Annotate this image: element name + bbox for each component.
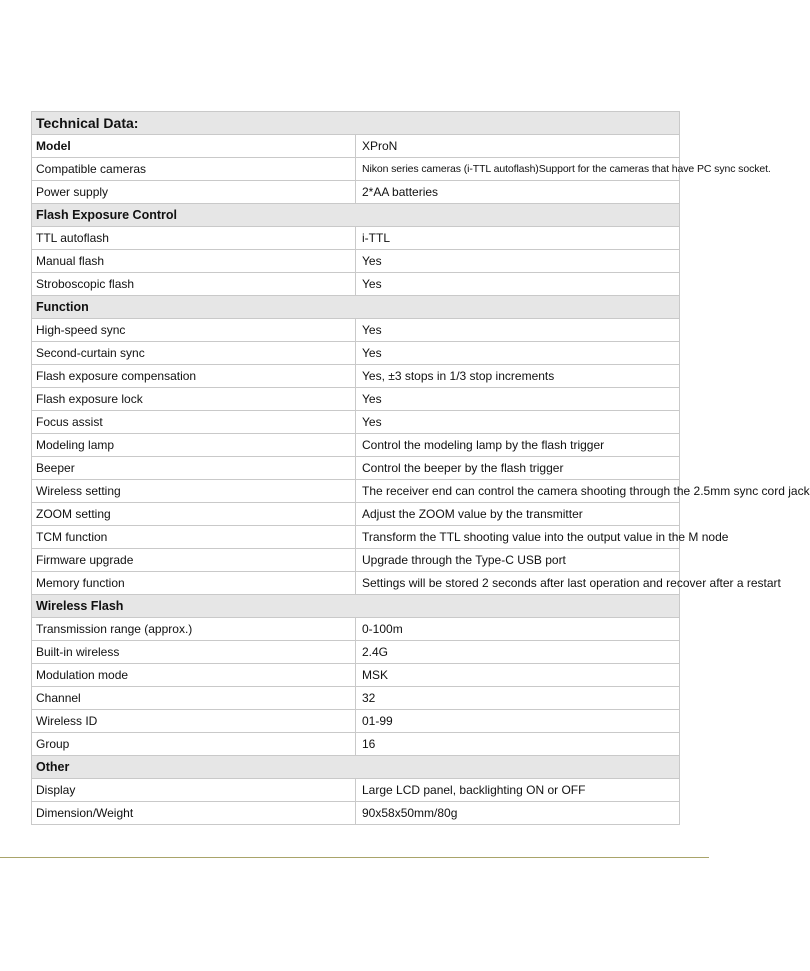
section-title: Flash Exposure Control bbox=[32, 204, 680, 227]
row-value: 32 bbox=[356, 687, 680, 710]
row-label: Manual flash bbox=[32, 250, 356, 273]
row-label: Wireless ID bbox=[32, 710, 356, 733]
table-row-tcm-function bbox=[32, 526, 680, 549]
row-value: Control the beeper by the flash trigger bbox=[356, 457, 680, 480]
row-value: 16 bbox=[356, 733, 680, 756]
row-label: Modeling lamp bbox=[32, 434, 356, 457]
table-row-wireless-id bbox=[32, 710, 680, 733]
row-label: Built-in wireless bbox=[32, 641, 356, 664]
table-row-channel bbox=[32, 687, 680, 710]
row-label: Beeper bbox=[32, 457, 356, 480]
table-title-row bbox=[32, 112, 680, 135]
row-label: Dimension/Weight bbox=[32, 802, 356, 825]
row-value: Adjust the ZOOM value by the transmitter bbox=[356, 503, 680, 526]
row-label: Display bbox=[32, 779, 356, 802]
footer-divider bbox=[0, 857, 709, 858]
table-row-beeper bbox=[32, 457, 680, 480]
table-row-focus-assist bbox=[32, 411, 680, 434]
table-row-modeling-lamp bbox=[32, 434, 680, 457]
row-value: i-TTL bbox=[356, 227, 680, 250]
row-label: High-speed sync bbox=[32, 319, 356, 342]
row-value: Upgrade through the Type-C USB port bbox=[356, 549, 680, 572]
row-label: ZOOM setting bbox=[32, 503, 356, 526]
table-row-manual-flash bbox=[32, 250, 680, 273]
row-value: XProN bbox=[356, 135, 680, 158]
table-row-model bbox=[32, 135, 680, 158]
row-value: Settings will be stored 2 seconds after last operation and recover after a restart bbox=[356, 572, 680, 595]
row-label: Focus assist bbox=[32, 411, 356, 434]
table-row-memory-function bbox=[32, 572, 680, 595]
row-value: Yes, ±3 stops in 1/3 stop increments bbox=[356, 365, 680, 388]
row-label: Memory function bbox=[32, 572, 356, 595]
section-title: Other bbox=[32, 756, 680, 779]
row-label: TTL autoflash bbox=[32, 227, 356, 250]
table-row-second-curtain-sync bbox=[32, 342, 680, 365]
table-row-ttl-autoflash bbox=[32, 227, 680, 250]
table-row-group bbox=[32, 733, 680, 756]
row-value: 90x58x50mm/80g bbox=[356, 802, 680, 825]
section-header-wireless-flash bbox=[32, 595, 680, 618]
row-value: 2*AA batteries bbox=[356, 181, 680, 204]
table-row-stroboscopic-flash bbox=[32, 273, 680, 296]
table-row-high-speed-sync bbox=[32, 319, 680, 342]
technical-data-table bbox=[31, 111, 810, 825]
row-value: Yes bbox=[356, 411, 680, 434]
table-row-zoom-setting bbox=[32, 503, 680, 526]
row-label: Modulation mode bbox=[32, 664, 356, 687]
table-row-power-supply bbox=[32, 181, 680, 204]
row-label: Wireless setting bbox=[32, 480, 356, 503]
section-header-other bbox=[32, 756, 680, 779]
row-value: Yes bbox=[356, 319, 680, 342]
row-value: Yes bbox=[356, 273, 680, 296]
table-title: Technical Data: bbox=[32, 112, 680, 135]
row-label: Flash exposure lock bbox=[32, 388, 356, 411]
row-label: Model bbox=[32, 135, 356, 158]
table-row-built-in-wireless bbox=[32, 641, 680, 664]
row-value: 01-99 bbox=[356, 710, 680, 733]
row-value: Yes bbox=[356, 388, 680, 411]
row-value: MSK bbox=[356, 664, 680, 687]
row-label: Transmission range (approx.) bbox=[32, 618, 356, 641]
row-value: 2.4G bbox=[356, 641, 680, 664]
row-value: Transform the TTL shooting value into the output value in the M node bbox=[356, 526, 680, 549]
row-value: Control the modeling lamp by the flash trigger bbox=[356, 434, 680, 457]
section-header-function bbox=[32, 296, 680, 319]
table-row-flash-exposure-compensation bbox=[32, 365, 680, 388]
row-label: Channel bbox=[32, 687, 356, 710]
table-row-transmission-range bbox=[32, 618, 680, 641]
row-value: Yes bbox=[356, 342, 680, 365]
section-title: Function bbox=[32, 296, 680, 319]
row-value: Large LCD panel, backlighting ON or OFF bbox=[356, 779, 680, 802]
table-row-compatible-cameras bbox=[32, 158, 680, 181]
row-value: The receiver end can control the camera shooting through the 2.5mm sync cord jack bbox=[356, 480, 680, 503]
row-label: TCM function bbox=[32, 526, 356, 549]
row-value: Nikon series cameras (i-TTL autoflash)Support for the cameras that have PC sync socket. bbox=[356, 158, 680, 181]
row-label: Stroboscopic flash bbox=[32, 273, 356, 296]
row-value: Yes bbox=[356, 250, 680, 273]
section-title: Wireless Flash bbox=[32, 595, 680, 618]
row-label: Flash exposure compensation bbox=[32, 365, 356, 388]
row-label: Power supply bbox=[32, 181, 356, 204]
row-label: Group bbox=[32, 733, 356, 756]
table-row-flash-exposure-lock bbox=[32, 388, 680, 411]
row-label: Second-curtain sync bbox=[32, 342, 356, 365]
table-row-firmware-upgrade bbox=[32, 549, 680, 572]
row-value: 0-100m bbox=[356, 618, 680, 641]
row-label: Firmware upgrade bbox=[32, 549, 356, 572]
section-header-flash-exposure-control bbox=[32, 204, 680, 227]
table-row-dimension-weight bbox=[32, 802, 680, 825]
table-row-modulation-mode bbox=[32, 664, 680, 687]
table-row-display bbox=[32, 779, 680, 802]
table-row-wireless-setting bbox=[32, 480, 680, 503]
row-label: Compatible cameras bbox=[32, 158, 356, 181]
